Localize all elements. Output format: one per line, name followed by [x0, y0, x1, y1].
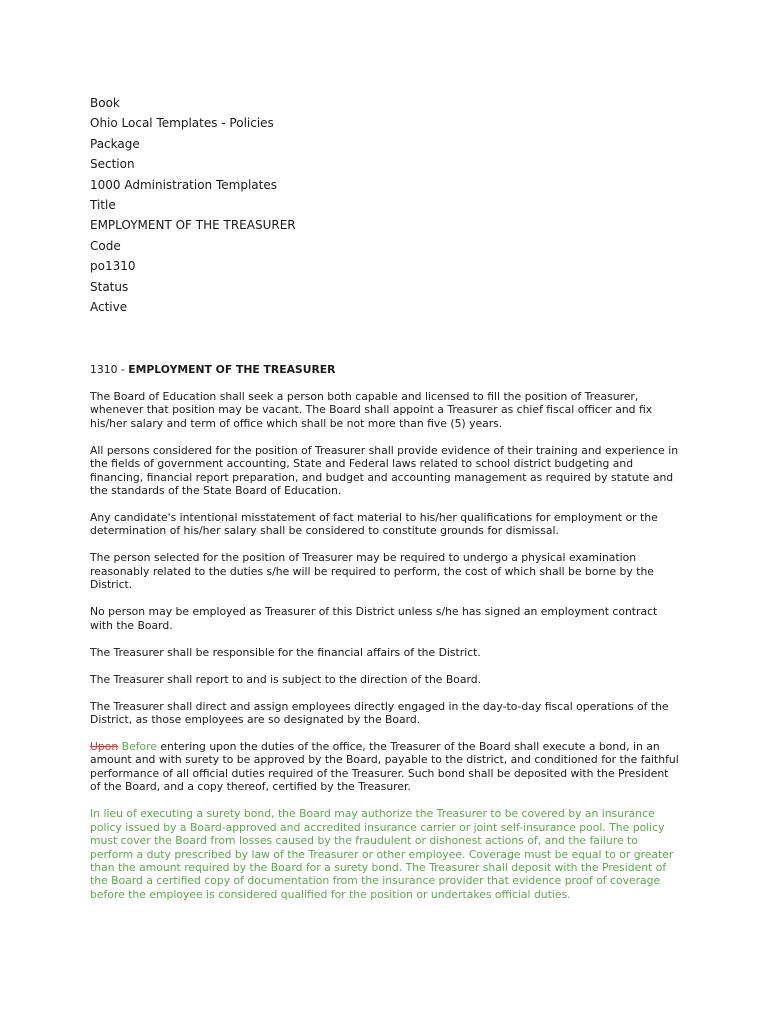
inserted-paragraph: In lieu of executing a surety bond, the Board may authorize the Treasurer to be covered by an insurance policy issued by a Board-approved and accredited insurance carrier or joint self-insurance pool. The policy must cover the Board from losses caused by the fraudulent or dishonest actions of, and the failure to perform a duty prescribed by law of the Treasurer or other employee. Coverage must be equal to or greater than the amount required by the Board for a surety bond. The Treasurer shall deposit with the President of the Board a certified copy of documentation from the insurance provider that evidence proof of coverage before the employee is considered qualified for the position or undertakes official duties. — [90, 807, 674, 901]
meta-value-code: po1310 — [90, 259, 136, 274]
meta-label-package: Package — [90, 136, 140, 151]
policy-number: 1310 - — [90, 363, 129, 376]
meta-value-book: Ohio Local Templates - Policies — [90, 116, 274, 131]
metadata-block — [90, 93, 690, 317]
meta-value-section: 1000 Administration Templates — [90, 177, 277, 192]
policy-body — [90, 390, 682, 915]
policy-paragraph: The person selected for the position of Treasurer may be required to undergo a physical examination reasonably related to the duties s/he will be required to perform, the cost of which shall be borne by the District. — [90, 551, 654, 592]
bond-paragraph — [90, 740, 682, 794]
meta-label-code: Code — [90, 238, 121, 253]
policy-paragraph: The Treasurer shall direct and assign employees directly engaged in the day-to-day fiscal operations of the District, as those employees are so designated by the Board. — [90, 699, 669, 727]
meta-label-section: Section — [90, 157, 135, 172]
document-page — [90, 93, 690, 901]
policy-paragraph: The Treasurer shall be responsible for the financial affairs of the District. — [90, 645, 481, 659]
policy-title: EMPLOYMENT OF THE TREASURER — [128, 363, 336, 376]
meta-value-status: Active — [90, 300, 128, 315]
meta-label-book: Book — [90, 96, 120, 110]
policy-paragraph: All persons considered for the position of Treasurer shall provide evidence of their training and experience in the fields of government accounting, State and Federal laws related to school district budgeting and financing, financial report preparation, and budget and accounting management as required by statute and the standards of the State Board of Education. — [90, 443, 679, 498]
deleted-text: Upon — [90, 740, 119, 754]
policy-paragraph: The Treasurer shall report to and is subject to the direction of the Board. — [90, 672, 482, 686]
bond-text: entering upon the duties of the office, the Treasurer of the Board shall execute a bond, in an amount and with surety to be approved by the Board, payable to the district, and conditioned for the faithful performance of all official duties required of the Treasurer. Such bond shall be deposited with the President of the Board, and a copy thereof, certified by the Treasurer. — [90, 740, 679, 794]
policy-paragraph: Any candidate's intentional misstatement of fact material to his/her qualifications for employment or the determination of his/her salary shall be considered to constitute grounds for dismissal. — [90, 511, 658, 538]
meta-label-status: Status — [90, 279, 129, 294]
policy-paragraph: No person may be employed as Treasurer of this District unless s/he has signed an employment contract with the Board. — [90, 605, 658, 632]
policy-heading — [90, 363, 335, 376]
inserted-text: Before — [121, 740, 157, 754]
meta-value-title: EMPLOYMENT OF THE TREASURER — [90, 218, 296, 233]
policy-paragraph: The Board of Education shall seek a person both capable and licensed to fill the position of Treasurer, whenever that position may be vacant. The Board shall appoint a Treasurer as chief fiscal officer and fix his/her salary and term of office which shall be not more than five (5) years. — [90, 390, 653, 430]
meta-label-title: Title — [90, 198, 116, 213]
